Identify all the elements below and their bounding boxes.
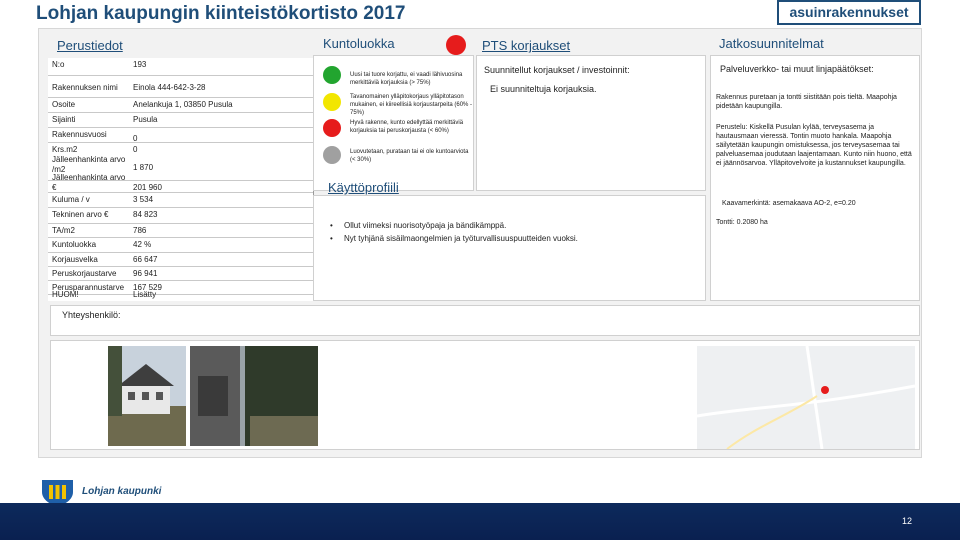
page-title: Lohjan kaupungin kiinteistökortisto 2017 [36,3,406,24]
table-row: Jälleenhankinta arvo € 1 870 [48,161,313,181]
yhteyshenkilo-label: Yhteyshenkilö: [62,310,121,320]
perustiedot-table [48,58,313,301]
condition-label: Hyvä rakenne, kunto edellyttää merkittäviä korjauksia tai peruskorjausta (< 60%) [350,120,464,134]
building-photo [190,346,318,446]
table-row: Korjausvelka 66 647 [48,253,313,267]
condition-label: Luovutetaan, purataan tai ei ole kuntoarviota (< 30%) [350,149,469,163]
location-map [697,346,915,449]
pts-title: PTS korjaukset [482,38,571,53]
jatko-title: Jatkosuunnitelmat [719,36,824,51]
condition-gray-icon [323,146,341,164]
pts-panel [476,55,706,191]
kayttoprofiili-panel [313,195,706,301]
condition-red-icon [323,119,341,137]
table-row: Osoite Anelankuja 1, 03850 Pusula [48,98,313,113]
kuntoluokka-title: Kuntoluokka [323,36,395,51]
table-row: Rakennuksen nimi Einola 444-642-3-28 [48,81,313,98]
jatko-heading: Palveluverkko- tai muut linjapäätökset: [720,64,874,74]
logo-text: Lohjan kaupunki [82,486,162,497]
pts-text: Ei suunniteltuja korjauksia. [490,84,597,94]
table-row: Krs.m2 Jälleenhankinta arvo /m2 0 [52,145,138,174]
condition-indicator [446,35,466,55]
yhteyshenkilo-panel [50,305,920,336]
table-row: Sijainti Pusula [48,113,313,128]
table-row: Rakennusvuosi 0 [48,128,313,143]
jatko-paragraph: Tontti: 0.2080 ha [716,219,768,226]
category-button[interactable]: asuinrakennukset [777,0,921,25]
jatko-paragraph: Rakennus puretaan ja tontti siistitään pois tieltä. Maapohja pidetään kaupungilla. [716,94,897,110]
condition-green-icon [323,66,341,84]
table-row: Kuntoluokka 42 % [48,238,313,253]
table-row: Tekninen arvo € 84 823 [48,208,313,224]
footer-bar [0,503,960,540]
kayttoprofiili-title: Käyttöprofiili [328,180,399,195]
building-photo [108,346,186,446]
jatko-panel [710,55,920,301]
table-row: HUOM! Lisätty [52,290,157,299]
city-logo-icon [40,478,75,506]
table-row: N:o 193 [48,58,313,76]
perustiedot-title: Perustiedot [57,38,123,53]
list-item: • Nyt tyhjänä sisäilmaongelmien ja työturvallisuuspuutteiden vuoksi. [330,234,578,243]
condition-yellow-icon [323,93,341,111]
table-row: TA/m2 786 [48,224,313,238]
list-item: • Ollut viimeksi nuorisotyöpaja ja bändikämppä. [330,221,507,230]
page-number: 12 [902,516,913,526]
table-row: Peruskorjaustarve 96 941 [48,267,313,281]
table-row: Kuluma / v 3 534 [48,193,313,208]
jatko-paragraph: Perustelu: Kiskellä Pusulan kylää, terveysasema ja hautausmaan vieressä. Tontin muoto hankala. Maapohja säilytetään kaupungin omistuksessa, jos terveysasemaa tai palveluasemaa joudutaan laajentamaan. Kunto niin huono, että ei jäännösarvoa. Ylläpitovelvoite ja kustannukset kaupungilla. [716,124,912,167]
jatko-paragraph: Kaavamerkintä: asemakaava AO-2, e=0.20 [722,200,856,207]
pts-subtitle: Suunnitellut korjaukset / investoinnit: [484,65,630,75]
table-row: 201 960 [48,181,313,193]
condition-label: Tavanomainen ylläpitokorjaus ylläpitotason mukainen, ei kiireellisiä korjaustarpeita (60% - 75%) [350,94,473,116]
condition-label: Uusi tai tuore korjattu, ei vaadi lähivuosina merkittäviä korjauksia (> 75%) [350,72,463,86]
table-row: Perusparannustarve 167 529 [48,281,313,295]
